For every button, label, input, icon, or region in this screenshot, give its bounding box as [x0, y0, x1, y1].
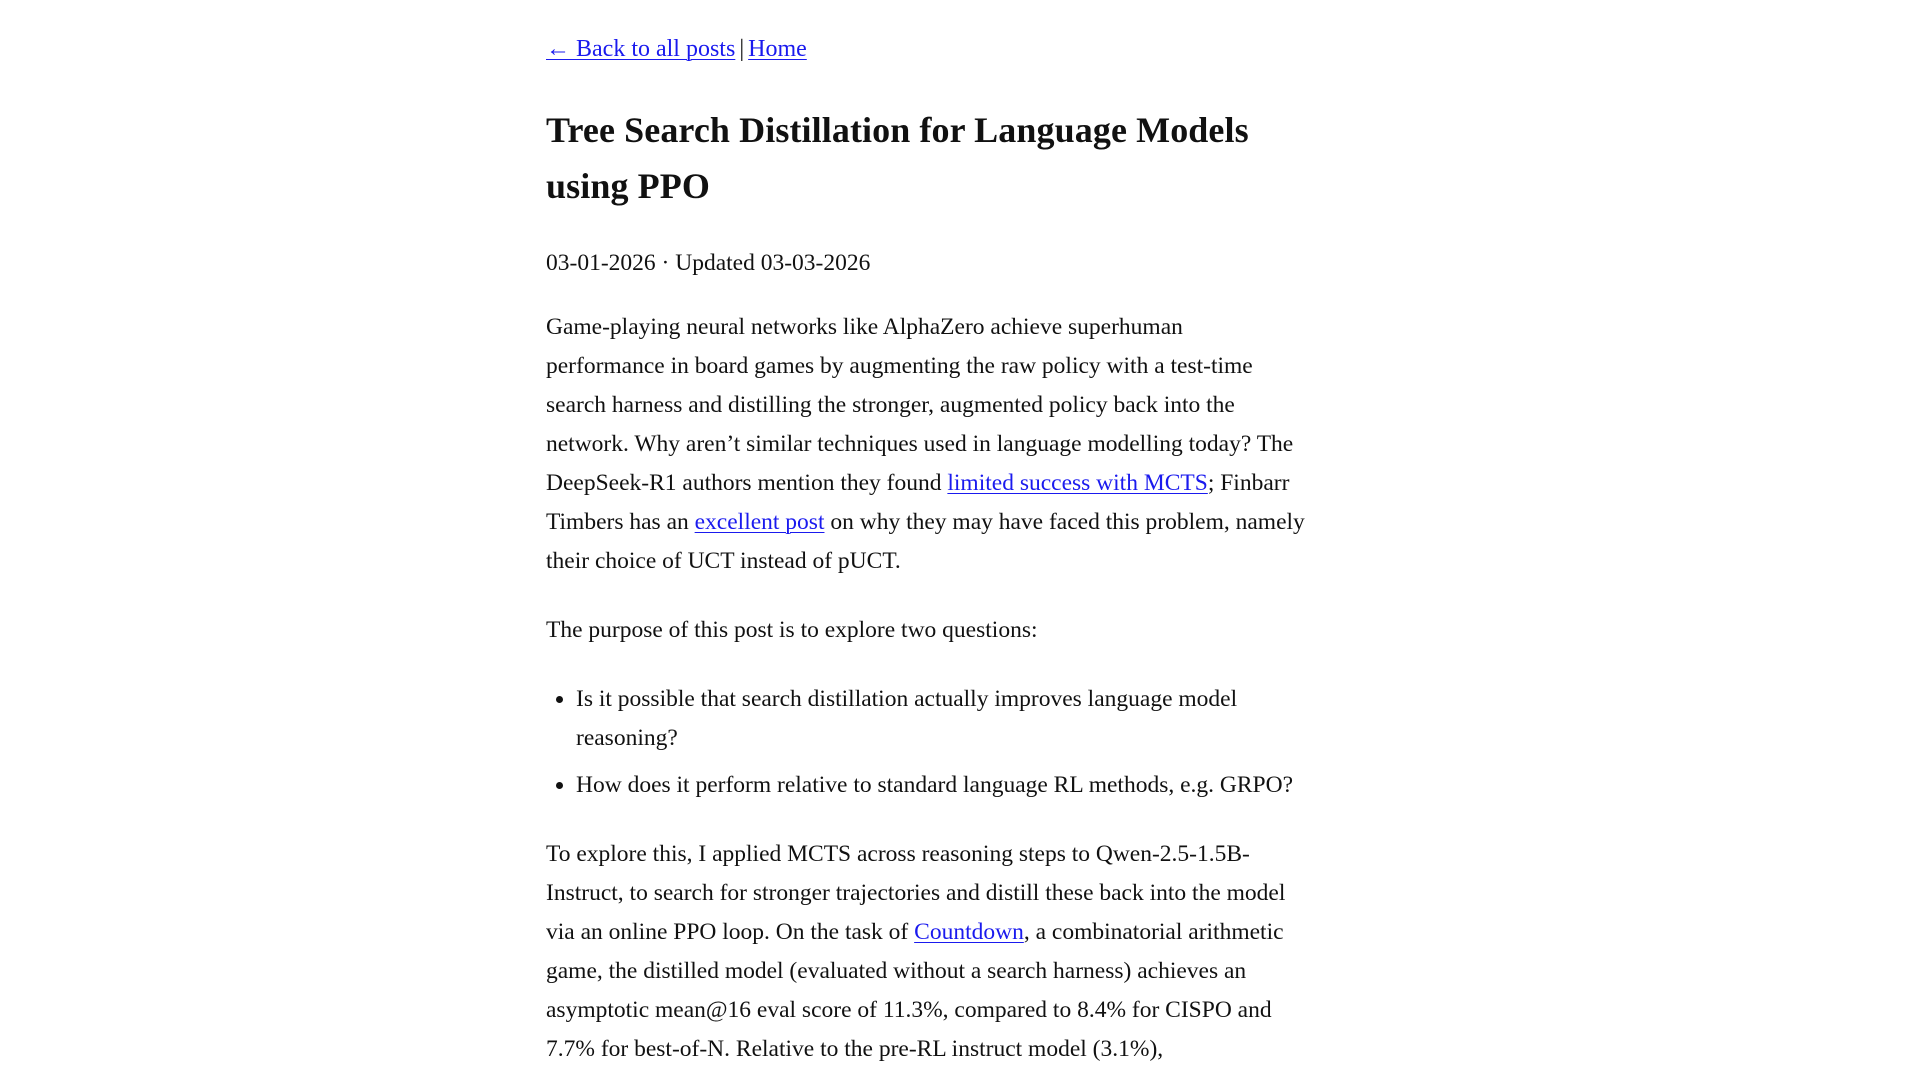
top-navigation — [546, 34, 1306, 64]
nav-separator: | — [739, 36, 745, 62]
post-meta — [546, 248, 1306, 278]
back-to-posts-link[interactable]: ← Back to all posts — [546, 36, 736, 62]
questions-list — [546, 680, 1306, 805]
countdown-link[interactable]: Countdown — [914, 919, 1024, 945]
intro-paragraph — [546, 308, 1306, 581]
mcts-link[interactable]: limited success with MCTS — [947, 470, 1208, 496]
excellent-post-link[interactable]: excellent post — [694, 509, 825, 535]
post-title: Tree Search Distillation for Language Models using PPO — [546, 110, 1249, 206]
intro-text-a: Game-playing neural networks like AlphaZero achieve superhuman performance in board games by augmenting the raw policy with a test-time search harness and distilling the stronger, augmented policy back into the network. Why aren’t similar techniques used in language modelling today? The DeepSeek-R1 authors mention they found — [546, 314, 1294, 496]
purpose-paragraph: The purpose of this post is to explore two questions: — [546, 617, 1038, 643]
intro-text-c: on why they may have faced this problem, namely their choice of UCT instead of pUCT. — [546, 509, 1305, 574]
post-date: 03-01-2026 — [546, 250, 656, 276]
post-updated: Updated 03-03-2026 — [675, 250, 871, 276]
list-item: • How does it perform relative to standard language RL methods, e.g. GRPO? — [576, 766, 1306, 805]
home-link[interactable]: Home — [748, 36, 807, 62]
list-item: • Is it possible that search distillation actually improves language model reasoning? — [576, 680, 1306, 758]
meta-separator: · — [661, 250, 670, 276]
article — [546, 0, 1306, 1069]
method-paragraph — [546, 835, 1306, 1069]
intro-text-b: ; Finbarr Timbers has an — [546, 470, 1290, 535]
method-text-a: To explore this, I applied MCTS across reasoning steps to Qwen-2.5-1.5B-Instruct, to search for stronger trajectories and distill these back into the model via an online PPO loop. On the task of — [546, 841, 1286, 945]
method-text-b: , a combinatorial arithmetic game, the distilled model (evaluated without a search harness) achieves an asymptotic mean@16 eval score of 11.3%, compared to 8.4% for CISPO and 7.7% for best-of-N. Relative to the pre-RL instruct model (3.1%), — [546, 919, 1284, 1062]
